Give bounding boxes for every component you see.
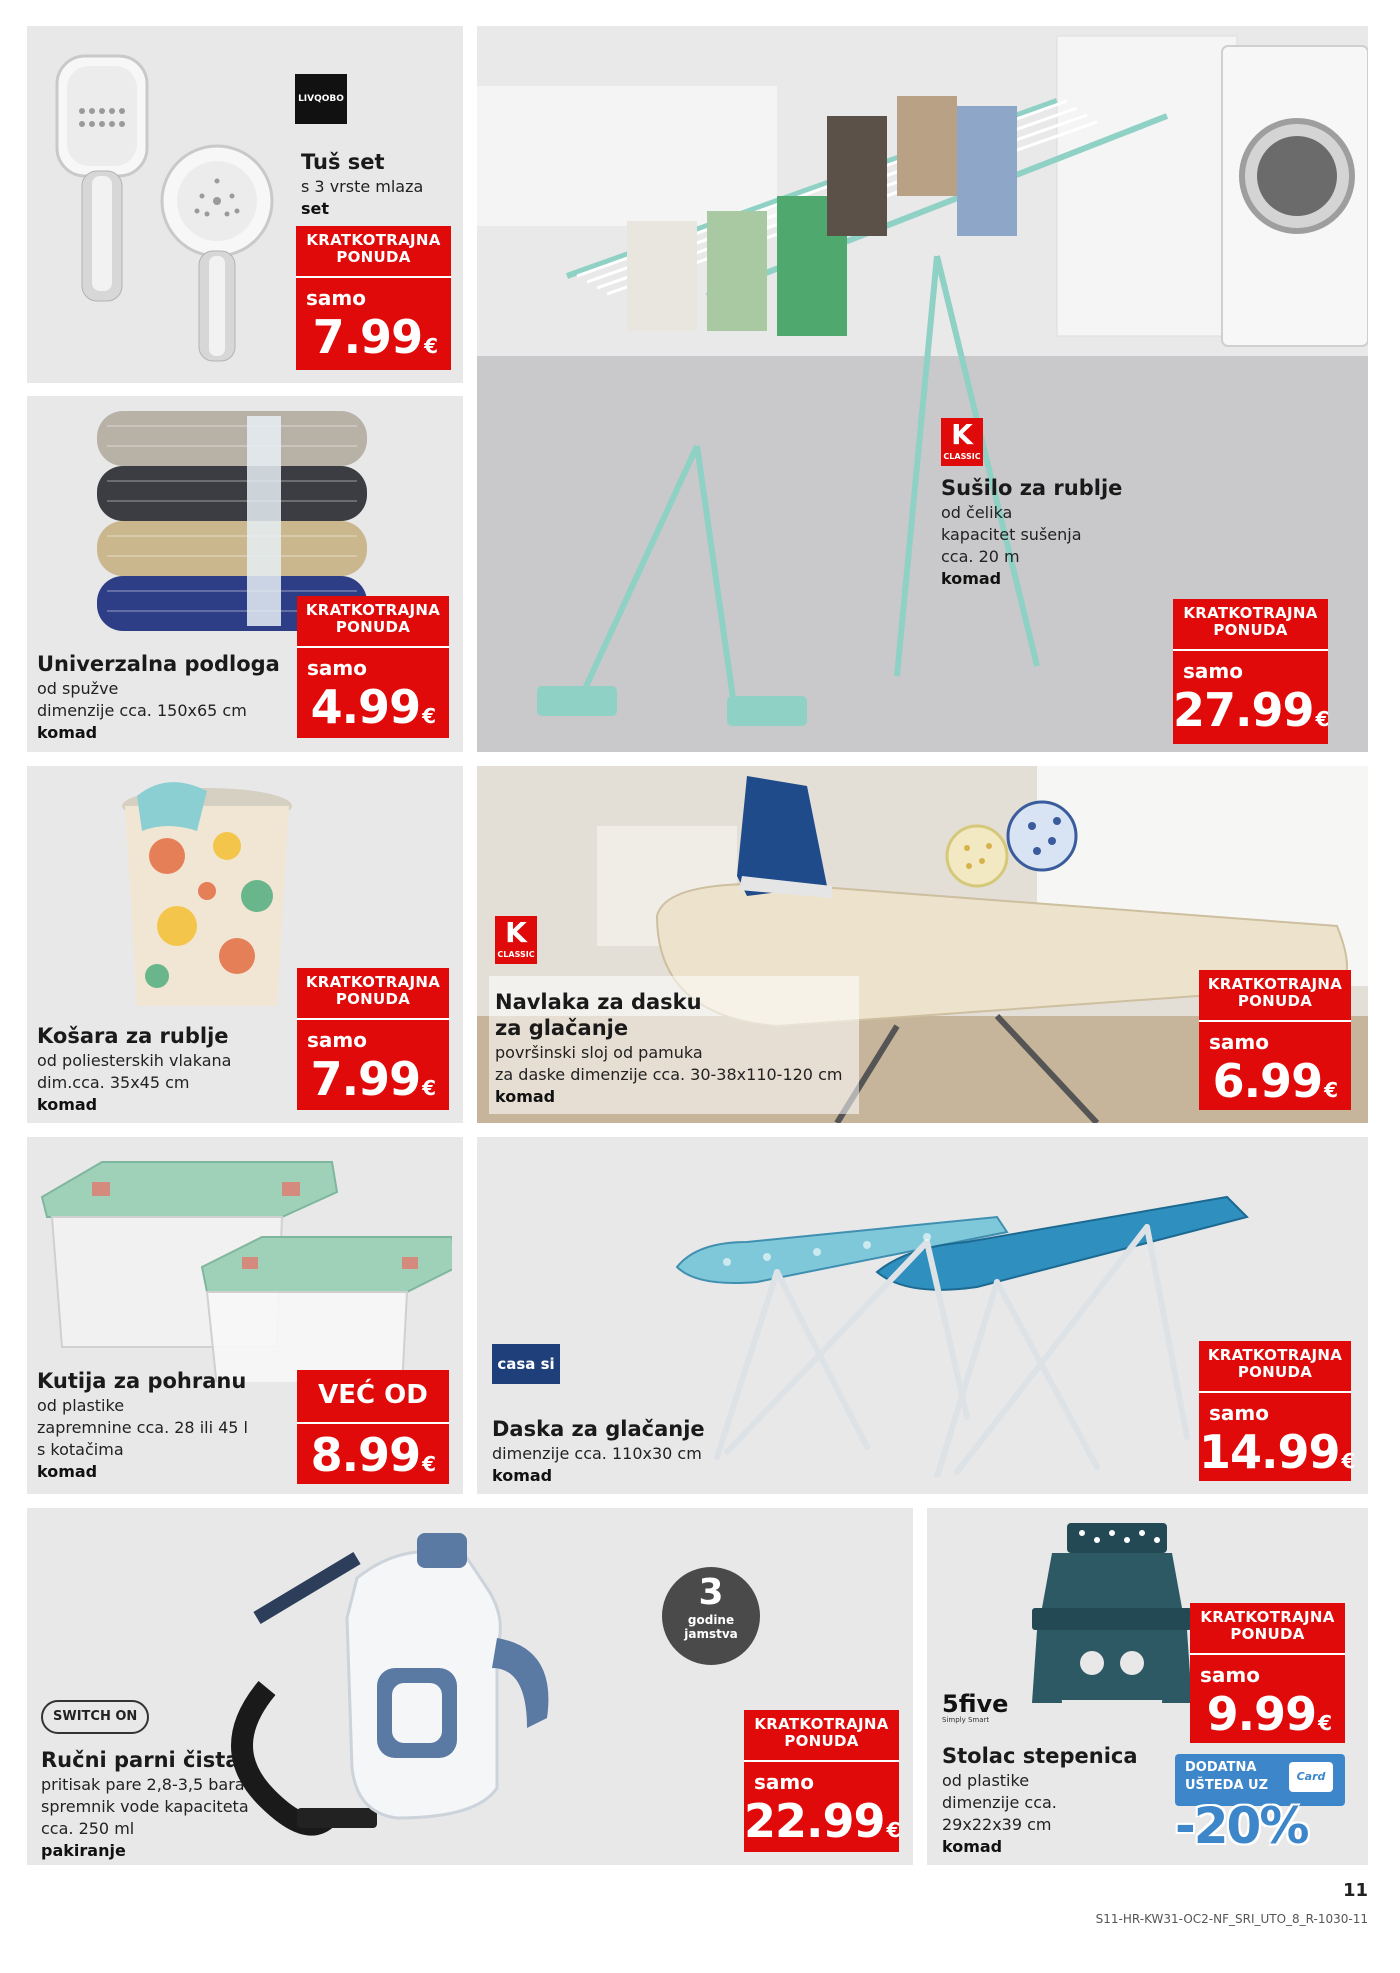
board-panel [477,1137,1368,1494]
mat-price: 4.99 € [310,680,435,734]
mat-title: Univerzalna podloga [37,652,280,676]
vec-od-label: VEĆ OD [297,1370,449,1424]
box-price-badge [297,1370,449,1484]
promo-label: KRATKOTRAJNA PONUDA [1173,599,1328,651]
steamer-title: Ručni parni čistač [41,1748,252,1772]
cover-title-line1: Navlaka za dasku [495,990,702,1014]
samo-label: samo [306,286,366,310]
box-desc1: od plastike [37,1396,125,1415]
dryer-price: 27.99 € [1173,683,1329,737]
mat-panel [27,396,463,752]
usteda-label: UŠTEDA UZ [1185,1778,1269,1793]
shower-panel [27,26,463,383]
basket-price: 7.99 € [310,1052,435,1106]
stool-price-badge [1190,1603,1345,1743]
card-icon: Card [1289,1762,1333,1792]
warranty-badge [662,1567,760,1665]
mat-price-badge [297,596,449,738]
5five-logo: 5five Simply Smart [942,1690,1009,1724]
box-panel [27,1137,463,1494]
cover-price-badge [1199,970,1351,1110]
stool-desc1: od plastike [942,1771,1030,1790]
page-code: S11-HR-KW31-OC2-NF_SRI_UTO_8_R-1030-11 [1095,1912,1368,1926]
promo-label: KRATKOTRAJNA PONUDA [297,968,449,1020]
shower-price: 7.99 € [312,310,437,364]
dryer-panel [477,26,1368,752]
cover-unit: komad [495,1087,556,1106]
warranty-text2: jamstva [684,1627,738,1641]
shower-unit: set [301,199,330,218]
dryer-unit: komad [941,569,1002,588]
promo-label: KRATKOTRAJNA PONUDA [1199,970,1351,1022]
promo-label: KRATKOTRAJNA PONUDA [1190,1603,1345,1655]
dryer-price-badge [1173,599,1328,744]
k-classic-logo: K CLASSIC [941,418,983,466]
cover-price: 6.99 € [1212,1054,1337,1108]
board-desc: dimenzije cca. 110x30 cm [492,1444,702,1463]
samo-label: samo [1200,1663,1260,1687]
promo-label: KRATKOTRAJNA PONUDA [296,226,451,278]
samo-label: samo [307,1028,367,1052]
stool-desc2: dimenzije cca. [942,1793,1057,1812]
shower-title: Tuš set [301,150,385,174]
mat-desc1: od spužve [37,679,119,698]
promo-label: KRATKOTRAJNA PONUDA [744,1710,899,1762]
steamer-panel [27,1508,913,1865]
basket-unit: komad [37,1095,98,1114]
stool-desc3: 29x22x39 cm [942,1815,1052,1834]
promo-label: KRATKOTRAJNA PONUDA [1199,1341,1351,1393]
box-desc2: zapremnine cca. 28 ili 45 l [37,1418,248,1437]
shower-heads-image [37,36,297,376]
basket-desc1: od poliesterskih vlakana [37,1051,232,1070]
cover-panel [477,766,1368,1123]
board-price: 14.99 € [1199,1425,1355,1479]
switch-on-logo: SWITCH ON [41,1700,149,1734]
cover-title-line2: za glačanje [495,1016,629,1040]
steamer-unit: pakiranje [41,1841,126,1860]
board-unit: komad [492,1466,553,1485]
board-title: Daska za glačanje [492,1417,705,1441]
dryer-desc2: kapacitet sušenja [941,525,1082,544]
stool-title: Stolac stepenica [942,1744,1138,1768]
steamer-desc3: cca. 250 ml [41,1819,135,1838]
samo-label: samo [1209,1401,1269,1425]
stool-panel [927,1508,1368,1865]
step-stool-image [1022,1518,1202,1708]
steamer-desc2: spremnik vode kapaciteta [41,1797,249,1816]
stool-unit: komad [942,1837,1003,1856]
cover-desc1: površinski sloj od pamuka [495,1043,703,1062]
box-price: 8.99 € [310,1428,435,1482]
warranty-text1: godine [687,1613,735,1627]
card-discount-badge [1175,1754,1355,1858]
shower-price-badge [296,226,451,370]
dryer-title: Sušilo za rublje [941,476,1123,500]
discount-value: -20% [1175,1797,1308,1855]
steamer-desc1: pritisak pare 2,8-3,5 bara [41,1775,245,1794]
steamer-price: 22.99 € [744,1794,900,1848]
livqobo-logo: LIVQOBO [295,74,347,124]
basket-title: Košara za rublje [37,1024,229,1048]
mat-desc2: dimenzije cca. 150x65 cm [37,701,247,720]
warranty-number: 3 [698,1572,724,1613]
cover-desc2: za daske dimenzije cca. 30-38x110-120 cm [495,1065,843,1084]
steamer-price-badge [744,1710,899,1852]
box-unit: komad [37,1462,98,1481]
laundry-basket-image [97,776,317,1016]
storage-boxes-image [32,1142,452,1382]
dryer-desc1: od čelika [941,503,1013,522]
samo-label: samo [1183,659,1243,683]
basket-panel [27,766,463,1123]
k-classic-logo: K CLASSIC [495,916,537,964]
page-number: 11 [1342,1880,1368,1901]
basket-price-badge [297,968,449,1110]
promo-label: KRATKOTRAJNA PONUDA [297,596,449,648]
samo-label: samo [307,656,367,680]
box-desc3: s kotačima [37,1440,124,1459]
shower-desc: s 3 vrste mlaza [301,177,424,196]
samo-label: samo [754,1770,814,1794]
dodatna-label: DODATNA [1185,1760,1257,1775]
board-price-badge [1199,1341,1355,1481]
casa-si-logo: casa si [492,1344,560,1384]
mat-unit: komad [37,723,98,742]
dryer-desc3: cca. 20 m [941,547,1020,566]
steam-cleaner-image [227,1518,627,1858]
stool-price: 9.99 € [1206,1687,1331,1741]
basket-desc2: dim.cca. 35x45 cm [37,1073,190,1092]
samo-label: samo [1209,1030,1269,1054]
box-title: Kutija za pohranu [37,1369,247,1393]
